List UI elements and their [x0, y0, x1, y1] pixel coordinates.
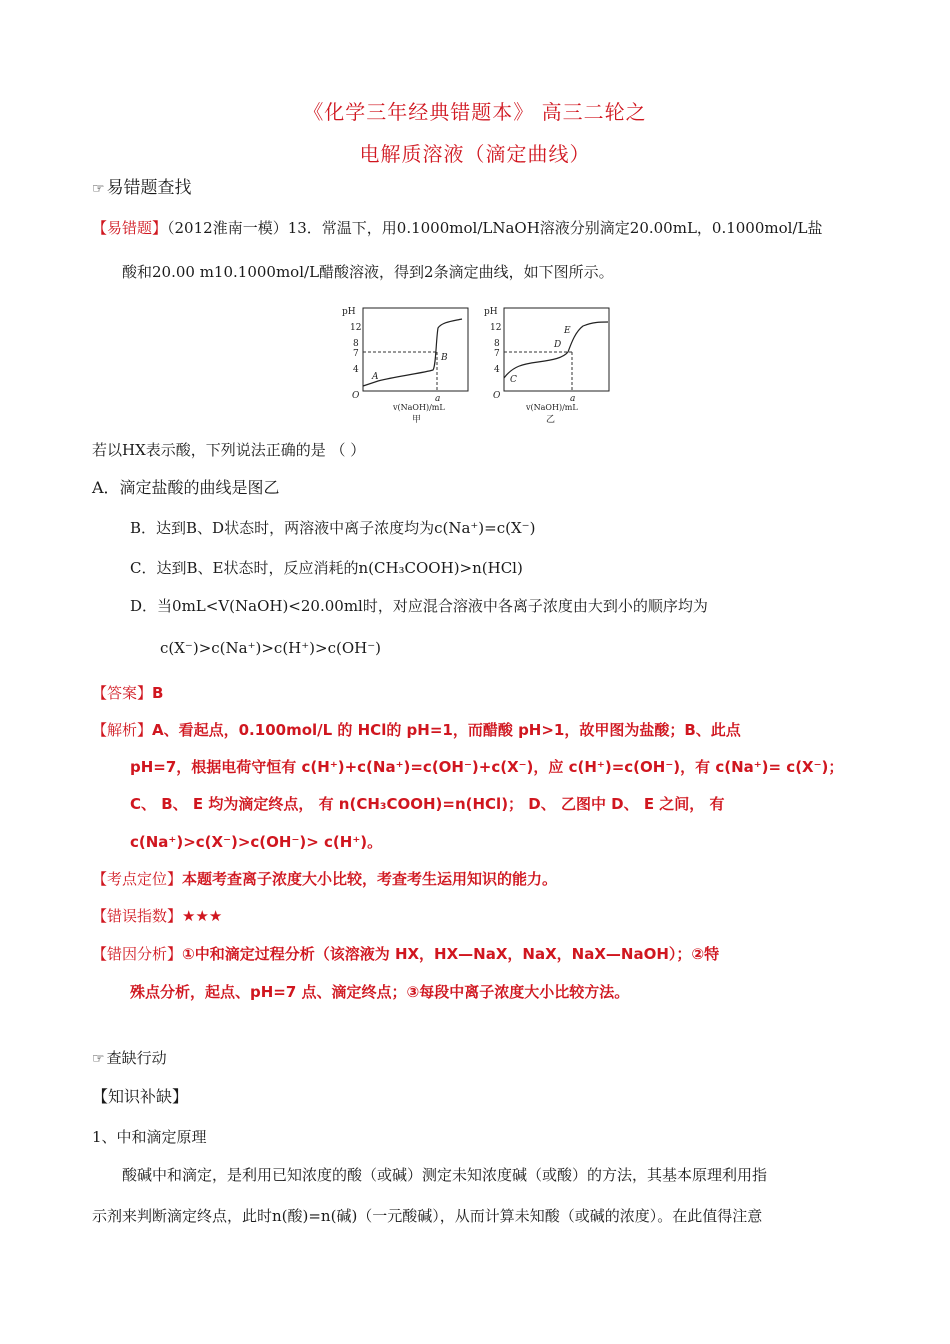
right-ylabel: pH — [484, 307, 498, 317]
chart-right — [484, 307, 609, 425]
left-label-b: B — [441, 353, 448, 363]
doc-title-line2: 电解质溶液（滴定曲线） — [359, 142, 591, 166]
question-tag: 【易错题】 — [92, 219, 168, 237]
left-tick-8: 8 — [353, 339, 359, 349]
option-d: D．当0mL<V(NaOH)<20.00ml时，对应混合溶液中各离子浓度由大到小的顺序均为 — [130, 597, 708, 615]
analysis-text1: A、看起点，0.100mol/L 的 HCl的 pH=1，而醋酸 pH>1，故甲图为盐酸；B、此点 — [152, 721, 741, 739]
right-caption: 乙 — [546, 415, 556, 425]
analysis-tag: 【解析】 — [92, 721, 153, 739]
left-tick-12: 12 — [350, 323, 362, 333]
error-index-line — [92, 906, 222, 926]
kaodian-text: 本题考查离子浓度大小比较，考查考生运用知识的能力。 — [182, 870, 558, 888]
knowledge-heading: 1、中和滴定原理 — [92, 1128, 207, 1146]
section-check-action — [92, 1048, 167, 1069]
cause-text1: ①中和滴定过程分析（该溶液为 HX，HX—NaX，NaX，NaX—NaOH）；②特 — [182, 945, 720, 963]
right-tick-7: 7 — [494, 349, 500, 359]
question-line1 — [92, 218, 822, 238]
pointing-hand-icon: ☞ — [92, 181, 105, 197]
analysis-line4: c(Na⁺)>c(X⁻)>c(OH⁻)> c(H⁺)。 — [130, 833, 383, 851]
kaodian-tag: 【考点定位】 — [92, 870, 183, 888]
right-label-e: E — [564, 326, 571, 336]
right-origin: O — [493, 391, 501, 401]
right-label-c: C — [510, 375, 517, 385]
question-line2: 酸和20.00 m10.1000mol/L醋酸溶液，得到2条滴定曲线，如下图所示。 — [122, 263, 614, 281]
left-xlabel: v(NaOH)/mL — [393, 403, 445, 412]
answer-tag: 【答案】 — [92, 684, 153, 702]
left-caption: 甲 — [412, 415, 422, 425]
cause-line2: 殊点分析，起点、pH=7 点、滴定终点；③每段中离子浓度大小比较方法。 — [130, 983, 630, 1001]
knowledge-para1: 酸碱中和滴定，是利用已知浓度的酸（或碱）测定未知浓度碱（或酸）的方法，其基本原理利用指 — [122, 1166, 768, 1184]
option-d-order: c(X⁻)>c(Na⁺)>c(H⁺)>c(OH⁻) — [160, 639, 382, 657]
left-xtick-a: a — [435, 394, 441, 404]
left-origin: O — [352, 391, 360, 401]
option-b: B．达到B、D状态时，两溶液中离子浓度均为c(Na⁺)=c(X⁻) — [130, 519, 536, 537]
left-label-a: A — [372, 372, 379, 382]
cause-line1 — [92, 944, 719, 964]
question-text1: （2012淮南一模）13．常温下，用0.1000mol/LNaOH溶液分别滴定20.00mL，0.1000mol/L盐 — [167, 219, 823, 237]
left-tick-7: 7 — [353, 349, 359, 359]
right-tick-4: 4 — [494, 365, 500, 375]
analysis-line3: C、 B、 E 均为滴定终点， 有 n(CH₃COOH)=n(HCl)； D、 乙图中 D、 E 之间， 有 — [130, 795, 725, 813]
right-label-d: D — [554, 340, 562, 350]
cause-tag: 【错因分析】 — [92, 945, 183, 963]
question-stem: 若以HX表示酸，下列说法正确的是 （ ） — [92, 441, 366, 459]
section-label: 易错题查找 — [106, 178, 192, 198]
kaodian-line — [92, 869, 557, 889]
left-tick-4: 4 — [353, 365, 359, 375]
section2-label: 查缺行动 — [106, 1049, 167, 1067]
chart-left — [342, 307, 468, 425]
error-index-stars: ★★★ — [182, 907, 223, 925]
pointing-hand-icon-2: ☞ — [92, 1051, 105, 1067]
left-ylabel: pH — [342, 307, 356, 317]
titration-figure — [338, 300, 628, 426]
section-error-find — [92, 178, 192, 199]
right-xlabel: v(NaOH)/mL — [526, 403, 578, 412]
titration-curves-svg — [338, 300, 628, 426]
doc-title-line1: 《化学三年经典错题本》 高三二轮之 — [303, 100, 647, 124]
knowledge-para2: 示剂来判断滴定终点，此时n(酸)=n(碱)（一元酸碱），从而计算未知酸（或碱的浓度）。在此值得注意 — [92, 1207, 763, 1225]
option-a: A．滴定盐酸的曲线是图乙 — [92, 478, 280, 497]
right-xtick-a: a — [570, 394, 576, 404]
right-curve — [504, 322, 608, 378]
knowledge-tag: 【知识补缺】 — [92, 1087, 189, 1106]
analysis-line1 — [92, 720, 741, 740]
answer-value: B — [152, 684, 164, 702]
right-tick-12: 12 — [490, 323, 502, 333]
error-index-tag: 【错误指数】 — [92, 907, 183, 925]
answer-line — [92, 683, 163, 703]
right-tick-8: 8 — [494, 339, 500, 349]
option-c: C．达到B、E状态时，反应消耗的n(CH₃COOH)>n(HCl) — [130, 559, 523, 577]
analysis-line2: pH=7，根据电荷守恒有 c(H⁺)+c(Na⁺)=c(OH⁻)+c(X⁻)，应 c(H⁺)=c(OH⁻)，有 c(Na⁺)= c(X⁻)； — [130, 758, 844, 776]
